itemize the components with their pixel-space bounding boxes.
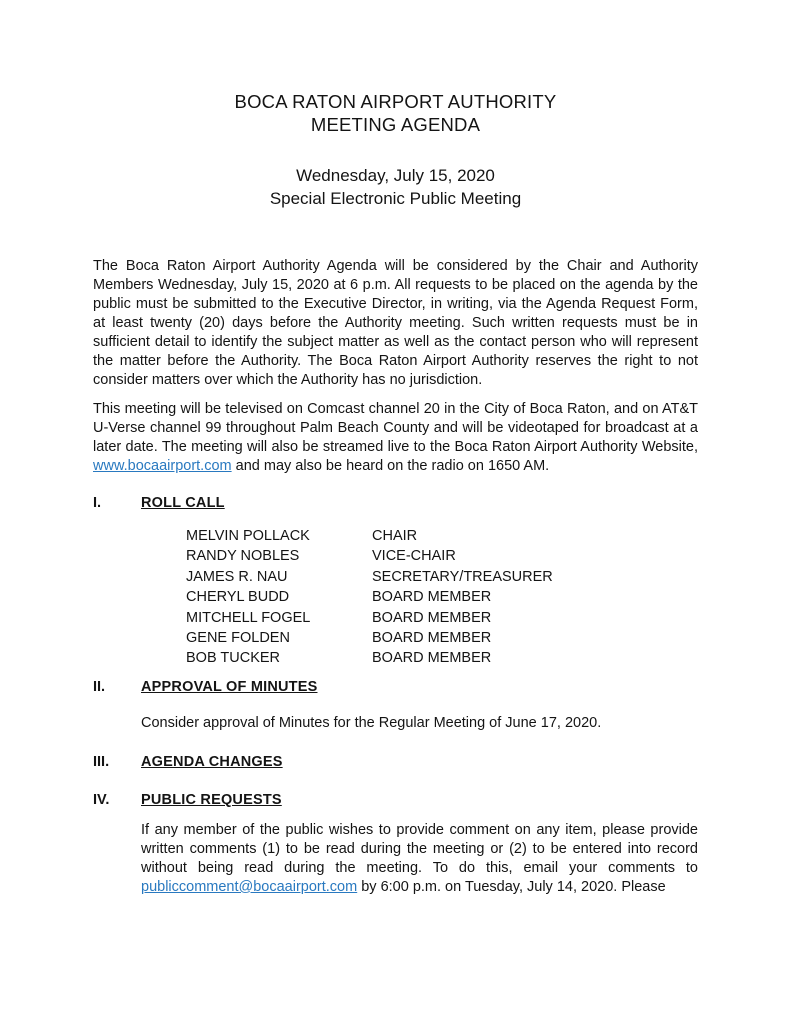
section-heading-roll-call — [93, 494, 698, 513]
section-number: I. — [93, 495, 102, 511]
member-name: JAMES R. NAU — [186, 568, 288, 585]
title-line-1: BOCA RATON AIRPORT AUTHORITY — [234, 91, 557, 112]
public-requests-text-before: If any member of the public wishes to provide comment on any item, please provide written comments (1) to be read during the meeting or (2) to be entered into record without being read during the meeting. To do this, email your comments to — [141, 821, 698, 876]
roll-call-row — [186, 628, 698, 648]
section-number: IV. — [93, 791, 110, 808]
approval-of-minutes-body: Consider approval of Minutes for the Regular Meeting of June 17, 2020. — [141, 714, 602, 731]
document-title — [93, 90, 698, 136]
meeting-date: Wednesday, July 15, 2020 — [296, 166, 495, 185]
public-requests-body — [141, 821, 698, 897]
member-name: RANDY NOBLES — [186, 548, 300, 565]
roll-call-row — [186, 587, 698, 607]
section-heading-public-requests — [93, 791, 698, 810]
roll-call-row — [186, 648, 698, 668]
section-title: APPROVAL OF MINUTES — [141, 678, 318, 695]
roll-call-row — [186, 567, 698, 587]
section-title: ROLL CALL — [141, 495, 225, 511]
section-heading-approval-of-minutes — [93, 678, 698, 697]
section-title: PUBLIC REQUESTS — [141, 791, 282, 808]
member-role: SECRETARY/TREASURER — [372, 568, 553, 585]
public-comment-email-link[interactable]: publiccomment@bocaairport.com — [141, 878, 358, 895]
member-role: BOARD MEMBER — [372, 589, 492, 606]
member-name: MELVIN POLLACK — [186, 528, 310, 544]
section-heading-agenda-changes — [93, 753, 698, 772]
roll-call-row — [186, 546, 698, 566]
member-role: BOARD MEMBER — [372, 630, 492, 647]
meeting-date-block — [93, 164, 698, 210]
roll-call-list — [186, 526, 698, 669]
meeting-type: Special Electronic Public Meeting — [269, 189, 522, 208]
section-number: II. — [93, 678, 106, 695]
member-name: MITCHELL FOGEL — [186, 609, 311, 626]
member-role: VICE-CHAIR — [372, 548, 456, 565]
broadcast-paragraph — [93, 400, 698, 476]
roll-call-row — [186, 608, 698, 628]
member-role: BOARD MEMBER — [372, 650, 492, 667]
public-requests-text-after: by 6:00 p.m. on Tuesday, July 14, 2020. Please — [357, 878, 666, 895]
member-name: CHERYL BUDD — [186, 589, 290, 606]
section-number: III. — [93, 753, 110, 770]
airport-website-link[interactable]: www.bocaairport.com — [93, 458, 232, 474]
member-role: BOARD MEMBER — [372, 609, 492, 626]
intro-paragraph: The Boca Raton Airport Authority Agenda will be considered by the Chair and Authority Members Wednesday, July 15, 2020 at 6 p.m. All requests to be placed on the agenda by the public must be submitted to the Executive Director, in writing, via the Agenda Request Form, at least twenty (20) days before the Authority meeting. Such written requests must be in sufficient detail to identify the subject matter as well as the contact person who will represent the matter before the Authority. The Boca Raton Airport Authority reserves the right to not consider matters over which the Authority has no jurisdiction. — [93, 258, 698, 388]
member-role: CHAIR — [372, 528, 418, 544]
broadcast-text-after: and may also be heard on the radio on 1650 AM. — [231, 458, 550, 474]
section-title: AGENDA CHANGES — [141, 753, 283, 770]
member-name: BOB TUCKER — [186, 650, 281, 667]
broadcast-text-before: This meeting will be televised on Comcast channel 20 in the City of Boca Raton, and on AT&T U-Verse channel 99 throughout Palm Beach County and will be videotaped for broadcast at a later date. The meeting will also be streamed live to the Boca Raton Airport Authority Website, — [93, 401, 698, 455]
roll-call-row — [186, 526, 698, 546]
member-name: GENE FOLDEN — [186, 630, 290, 647]
title-line-2: MEETING AGENDA — [310, 114, 481, 135]
